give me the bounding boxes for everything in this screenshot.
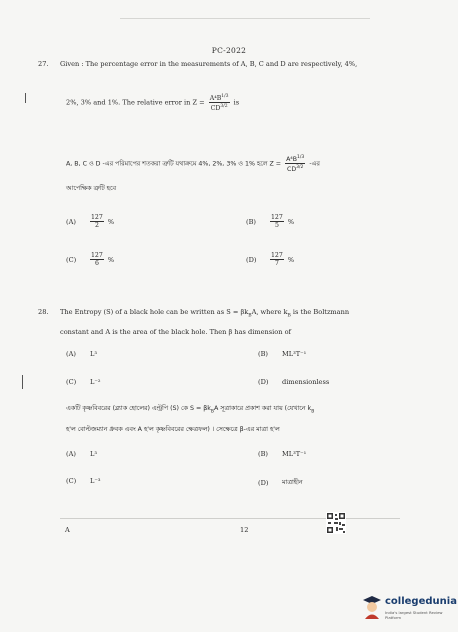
option-fraction [270,214,284,229]
top-rule [120,18,370,19]
option-a-en[interactable] [66,350,97,358]
option-b[interactable] [246,214,294,229]
q28-sub: B [248,313,252,319]
formula-num: A⁴B [286,156,298,164]
frac-den: 7 [274,260,279,267]
formula-num: A⁴B [209,95,222,103]
question-text-bengali: আপেক্ষিক ত্রুটি হবে [66,185,116,192]
bottom-rule [60,518,400,519]
option-label: (D) [258,478,269,487]
series-label: A [65,526,70,534]
option-a[interactable] [66,214,114,229]
bengali-sub: B [210,409,214,415]
option-text: ML³T⁻¹ [282,450,307,458]
option-text: L⁻³ [90,477,101,485]
question-text-bengali: হ'ল বোল্টজম্যান ধ্রুবক এবং A হ'ল কৃষ্ণবিবরের ক্ষেত্রফল) । সেক্ষেত্রে β-এর মাত্রা হ'ল [66,426,280,433]
option-label: (B) [258,350,268,358]
option-label: (A) [66,350,76,358]
option-d[interactable] [246,252,294,267]
question-number: 27. [38,60,49,68]
option-d-bn[interactable] [258,477,303,488]
option-label: (A) [66,450,76,458]
option-label: (C) [66,378,77,386]
q28-sub: B [287,313,291,319]
frac-den: 2 [94,222,99,229]
option-text: L³ [90,350,98,358]
frac-den: 6 [94,260,99,267]
bengali-text-segment: একটি কৃষ্ণবিবরের (ব্ল্যাক হোলের) এন্ট্রপি (S) কে S = βk [66,405,211,412]
formula-z-bn [285,154,305,173]
bengali-text-segment: -এর [309,160,320,168]
question-text-bengali [66,404,314,416]
option-unit: % [107,217,115,226]
paper-code: PC-2022 [211,46,247,55]
formula-num-exp: 1/3 [297,155,305,160]
option-label: (C) [66,477,77,485]
bengali-text-segment: A সূত্রাকারে প্রকাশ করা যায় (যেখানে k [214,405,312,412]
option-b-en[interactable] [258,350,306,358]
question-text-segment: 2%, 3% and 1%. The relative error in Z = [66,98,205,107]
question-text [66,93,239,112]
brand-name: collegedunia [385,596,457,607]
bengali-sub: B [311,409,315,415]
brand-tagline: India's largest Student Review Platform [385,610,443,620]
qr-code-icon [326,512,346,534]
page-number: 12 [240,526,249,534]
q28-text-segment: The Entropy (S) of a black hole can be written as S = βk [60,308,249,316]
option-label: (D) [258,378,269,386]
option-label: (B) [246,217,256,226]
question-text: Given : The percentage error in the measurements of A, B, C and D are respectively, 4%, [60,60,358,68]
option-text: L³ [90,450,98,458]
option-text: dimensionless [282,378,330,386]
frac-num: 127 [271,252,283,259]
option-unit: % [287,255,295,264]
option-c-en[interactable] [66,378,101,386]
option-fraction [90,252,104,267]
formula-den: CD [287,166,297,174]
option-text: মাত্রাহীন [282,479,303,486]
formula-den-exp: 3/2 [220,104,228,110]
margin-mark [22,375,23,389]
option-fraction [270,252,284,267]
frac-num: 127 [271,214,283,221]
option-label: (A) [66,217,76,226]
frac-num: 127 [91,252,103,259]
question-text [60,308,349,320]
brand-watermark[interactable] [360,593,457,623]
option-fraction [90,214,104,229]
option-unit: % [107,255,115,264]
student-avatar-icon [362,595,382,619]
formula-den: CD [210,105,221,113]
formula-num-exp: 1/3 [221,94,229,99]
frac-num: 127 [91,214,103,221]
option-label: (D) [246,255,257,264]
question-text-segment: is [233,98,240,107]
option-label: (B) [258,450,268,458]
question-text: constant and A is the area of the black hole. Then β has dimension of [60,328,291,336]
option-c[interactable] [66,252,114,267]
option-label: (C) [66,255,77,264]
question-text-bengali [66,154,320,173]
option-text: L⁻² [90,378,101,386]
option-a-bn[interactable] [66,450,97,458]
option-d-en[interactable] [258,378,329,386]
bengali-text-segment: A, B, C ও D -এর পরিমাপের শতকরা ত্রুটি যথাক্রমে 4%, 2%, 3% ও 1% হলে Z = [66,160,282,168]
option-text: ML³T⁻¹ [282,350,307,358]
option-b-bn[interactable] [258,450,306,458]
formula-z [209,93,230,112]
option-unit: % [287,217,295,226]
option-c-bn[interactable] [66,477,101,485]
frac-den: 5 [274,222,279,229]
margin-mark [25,93,26,103]
question-number: 28. [38,308,49,316]
formula-den-exp: 3/2 [296,165,304,171]
q28-text-segment: is the Boltzmann [290,308,350,316]
q28-text-segment: A, where k [251,308,288,316]
